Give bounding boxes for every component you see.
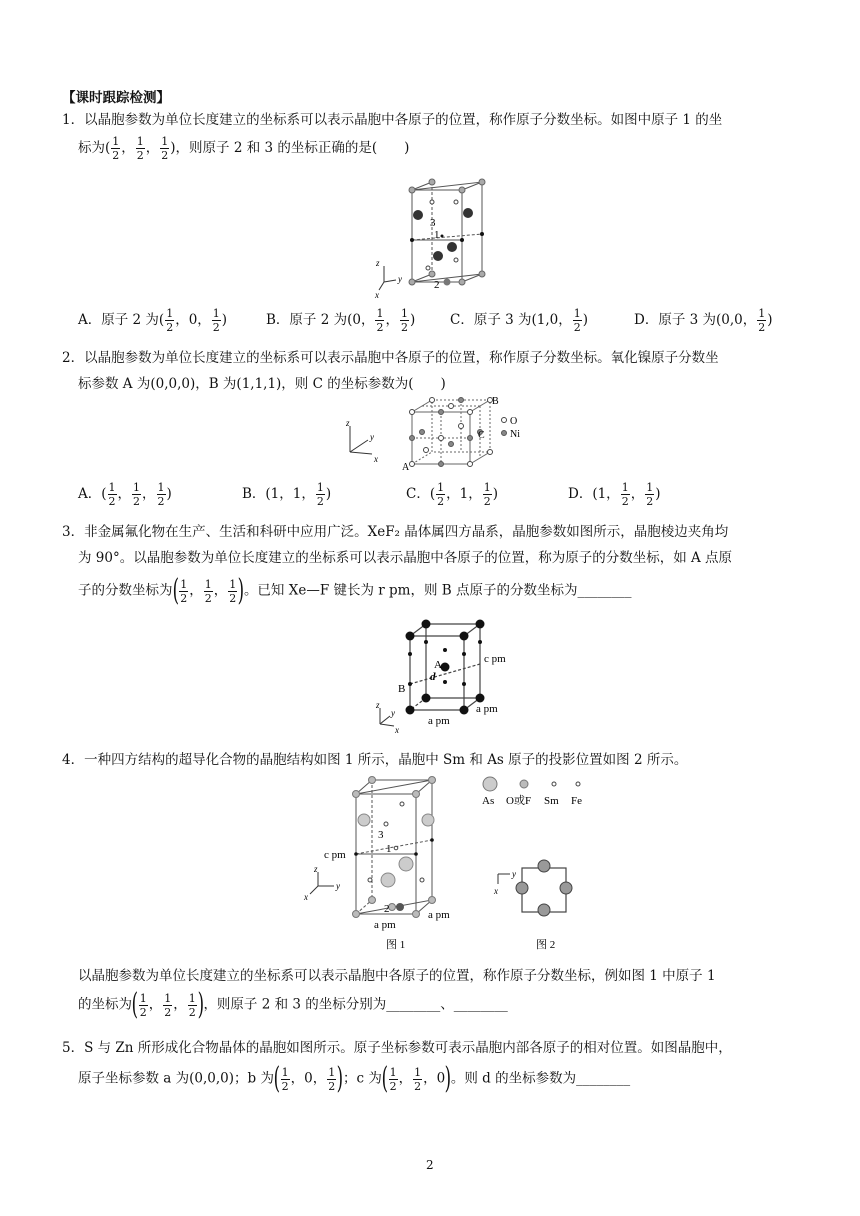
q1-atom3-label: 3 (430, 217, 436, 229)
point-c-label: C (478, 430, 485, 441)
axis-x-label: x (494, 886, 498, 896)
q1-option-a[interactable]: A．原子 2 为( $\frac{1}{2}$ ，0， $\frac{1}{2}$ ) (78, 307, 228, 334)
axis-z-label: z (376, 700, 380, 710)
q3-line2: 为 90°。以晶胞参数为单位长度建立的坐标系可以表示晶胞中各原子的位置，称为原子的分数坐标，如 A 点原 (78, 550, 733, 566)
q1-option-c[interactable]: C．原子 3 为(1,0， $\frac{1}{2}$ ) (450, 307, 589, 334)
param-c-label: c pm (484, 653, 506, 665)
figure-1-caption: 图 1 (386, 939, 406, 950)
q4-line2: 以晶胞参数为单位长度建立的坐标系可以表示晶胞中各原子的位置，称作原子分数坐标，例如图 1 中原子 1 (78, 968, 716, 984)
q4-line3: 的坐标为( $\frac{1}{2}$ ， $\frac{1}{2}$ ， $\frac{1}{2}$ )，则原子 2 和 3 的坐标分别为________、________ (78, 987, 508, 1022)
axis-z-label: z (376, 258, 380, 268)
axis-x-label: x (374, 454, 378, 464)
q3-line3: 子的分数坐标为( $\frac{1}{2}$ ， $\frac{1}{2}$ ， $\frac{1}{2}$ )。已知 Xe—F 键长为 r pm，则 B 点原子的分数坐标为________ (78, 573, 632, 608)
legend-fe-label: Fe (571, 795, 582, 807)
axis-y-label: y (391, 708, 395, 718)
q5-line1: 5．S 与 Zn 所形成化合物晶体的晶胞如图所示。原子坐标参数可表示晶胞内部各原子的相对位置。如图晶胞中， (62, 1040, 732, 1056)
q1-option-d[interactable]: D．原子 3 为(0,0， $\frac{1}{2}$ ) (634, 307, 773, 334)
q3-line1: 3．非金属氟化物在生产、生活和科研中应用广泛。XeF₂ 晶体属四方晶系，晶胞参数如图所示，晶胞棱边夹角均 (62, 524, 729, 540)
q3-crystal-figure (366, 612, 526, 738)
section-title: 【课时跟踪检测】 (62, 90, 170, 106)
legend-of-label: O或F (506, 795, 532, 807)
axis-z-label: z (346, 418, 350, 428)
q2-line1: 2．以晶胞参数为单位长度建立的坐标系可以表示晶胞中各原子的位置，称作原子分数坐标。氧化镍原子分数坐 (62, 350, 719, 366)
q1-atom1-label: 1 (434, 229, 440, 241)
q4-line1: 4．一种四方结构的超导化合物的晶胞结构如图 1 所示，晶胞中 Sm 和 As 原子的投影位置如图 2 所示。 (62, 752, 688, 768)
param-a-label-2: a pm (476, 703, 498, 715)
point-a-label: A (434, 659, 442, 671)
param-a-label: a pm (374, 919, 396, 931)
axis-y-label: y (512, 869, 516, 879)
q2-crystal-figure (340, 392, 530, 474)
axis-y-label: y (336, 881, 340, 891)
axis-y-label: y (370, 432, 374, 442)
q2-option-b[interactable]: B．(1，1， $\frac{1}{2}$ ) (242, 481, 332, 508)
axis-x-label: x (375, 290, 379, 300)
axis-x-label: x (395, 725, 399, 735)
param-a-label: a pm (428, 715, 450, 727)
q4-atom3-label: 3 (378, 829, 384, 841)
q5-line2: 原子坐标参数 a 为(0,0,0)；b 为( $\frac{1}{2}$ ，0， $\frac{1}{2}$ )；c 为( $\frac{1}{2}$ ， $\frac{1}{2}$ ，0)。则 d 的坐标参数为________ (78, 1061, 631, 1096)
q4-legend (476, 774, 596, 808)
q2-option-d[interactable]: D．(1， $\frac{1}{2}$ ， $\frac{1}{2}$ ) (568, 481, 661, 508)
q4-atom2-label: 2 (384, 903, 390, 915)
q1-line2: 标为( $\frac{1}{2}$ ， $\frac{1}{2}$ ， $\frac{1}{2}$ )，则原子 2 和 3 的坐标正确的是( ) (78, 135, 410, 162)
q1-line1: 1．以晶胞参数为单位长度建立的坐标系可以表示晶胞中各原子的位置，称作原子分数坐标。如图中原子 1 的坐 (62, 112, 723, 128)
q1-option-b[interactable]: B．原子 2 为(0， $\frac{1}{2}$ ， $\frac{1}{2}$ ) (266, 307, 416, 334)
q1-atom2-label: 2 (434, 279, 440, 291)
page-number: 2 (426, 1158, 434, 1172)
param-c-label: c pm (324, 849, 346, 861)
param-a-label-2: a pm (428, 909, 450, 921)
legend-ni-label: Ni (510, 429, 520, 440)
length-d-label: d (430, 671, 436, 683)
figure-2-caption: 图 2 (536, 939, 556, 950)
legend-o-label: O (510, 416, 518, 427)
q4-atom1-label: 1 (386, 843, 392, 855)
q2-option-a[interactable]: A．( $\frac{1}{2}$ ， $\frac{1}{2}$ ， $\frac{1}{2}$ ) (78, 481, 172, 508)
q2-line2: 标参数 A 为(0,0,0)，B 为(1,1,1)，则 C 的坐标参数为( ) (78, 376, 446, 392)
axis-x-label: x (304, 892, 308, 902)
point-a-label: A (402, 462, 410, 473)
legend-as-label: As (482, 795, 495, 807)
q4-figure-1 (296, 772, 466, 950)
axis-z-label: z (314, 864, 318, 874)
point-b-label: B (398, 683, 406, 695)
q2-option-c[interactable]: C．( $\frac{1}{2}$ ，1， $\frac{1}{2}$ ) (406, 481, 498, 508)
axis-y-label: y (398, 274, 402, 284)
point-b-label: B (492, 396, 499, 407)
q4-figure-2 (486, 854, 582, 950)
legend-sm-label: Sm (544, 795, 559, 807)
q1-crystal-figure (370, 176, 490, 300)
